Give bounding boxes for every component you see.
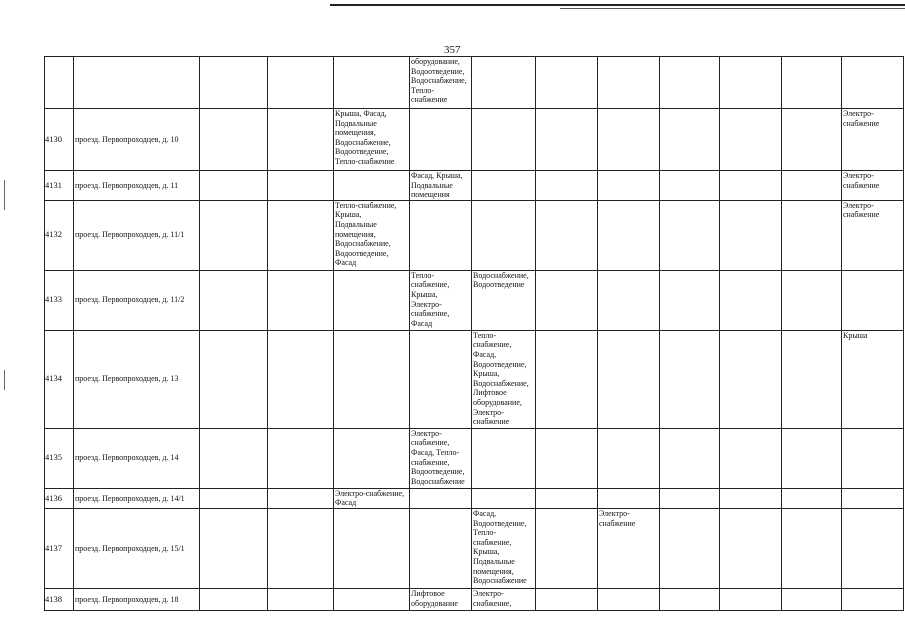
cell-empty bbox=[720, 109, 782, 171]
top-scan-line bbox=[330, 4, 905, 6]
cell-address: проезд. Первопроходцев, д. 15/1 bbox=[74, 508, 200, 588]
cell-empty bbox=[200, 488, 268, 508]
table-row bbox=[45, 109, 904, 171]
cell-empty bbox=[660, 588, 720, 610]
cell-empty bbox=[598, 270, 660, 330]
cell-empty bbox=[782, 330, 842, 428]
cell-empty bbox=[268, 588, 334, 610]
cell-work-list bbox=[472, 488, 536, 508]
cell-empty bbox=[536, 588, 598, 610]
cell-work-list bbox=[842, 588, 904, 610]
table-row bbox=[45, 428, 904, 488]
cell-empty bbox=[200, 171, 268, 201]
cell-row-number: 4133 bbox=[45, 270, 74, 330]
cell-empty bbox=[536, 109, 598, 171]
cell-work-list bbox=[410, 200, 472, 270]
cell-empty bbox=[598, 171, 660, 201]
cell-empty bbox=[536, 508, 598, 588]
top-scan-line-secondary bbox=[560, 8, 905, 9]
cell-empty bbox=[782, 588, 842, 610]
cell-empty bbox=[782, 488, 842, 508]
cell-address: проезд. Первопроходцев, д. 14 bbox=[74, 428, 200, 488]
cell-work-list bbox=[410, 488, 472, 508]
cell-row-number: 4131 bbox=[45, 171, 74, 201]
cell-work-list bbox=[842, 428, 904, 488]
cell-empty bbox=[782, 200, 842, 270]
cell-row-number: 4130 bbox=[45, 109, 74, 171]
cell-work-list: Электро-снабжение, Фасад bbox=[334, 488, 410, 508]
cell-work-list: Водоснабжение, Водоотведение bbox=[472, 270, 536, 330]
cell-empty bbox=[720, 588, 782, 610]
cell-empty bbox=[660, 330, 720, 428]
cell-address: проезд. Первопроходцев, д. 13 bbox=[74, 330, 200, 428]
cell-empty bbox=[782, 109, 842, 171]
cell-work-list: Крыша, Фасад, Подвальные помещения, Водоснабжение, Водоотведение, Тепло-снабжение bbox=[334, 109, 410, 171]
cell-empty bbox=[200, 588, 268, 610]
cell-work-list: Электро- снабжение, bbox=[472, 588, 536, 610]
cell-empty bbox=[200, 428, 268, 488]
cell-empty bbox=[268, 109, 334, 171]
cell-work-list: Фасад, Водоотведение, Тепло- снабжение, Крыша, Подвальные помещения, Водоснабжение bbox=[472, 508, 536, 588]
cell-row-number: 4132 bbox=[45, 200, 74, 270]
cell-work-list: Электро- снабжение bbox=[598, 508, 660, 588]
cell-empty bbox=[782, 508, 842, 588]
cell-row-number: 4135 bbox=[45, 428, 74, 488]
cell-empty bbox=[268, 428, 334, 488]
cell-empty bbox=[660, 428, 720, 488]
cell-empty bbox=[782, 270, 842, 330]
cell-work-list bbox=[334, 508, 410, 588]
table-row bbox=[45, 200, 904, 270]
table-row bbox=[45, 330, 904, 428]
cell-work-list: Крыша bbox=[842, 330, 904, 428]
cell-work-list bbox=[334, 270, 410, 330]
cell-empty bbox=[268, 488, 334, 508]
cell-empty bbox=[782, 171, 842, 201]
cell-empty bbox=[536, 488, 598, 508]
cell-work-list: оборудование, Водоотведение, Водоснабжение, Тепло- снабжение bbox=[410, 57, 472, 109]
cell-address: проезд. Первопроходцев, д. 11/1 bbox=[74, 200, 200, 270]
cell-empty bbox=[720, 171, 782, 201]
cell-empty bbox=[268, 330, 334, 428]
cell-work-list bbox=[334, 588, 410, 610]
cell-empty bbox=[268, 200, 334, 270]
cell-address: проезд. Первопроходцев, д. 14/1 bbox=[74, 488, 200, 508]
cell-empty bbox=[660, 488, 720, 508]
page-number: 357 bbox=[444, 44, 461, 56]
cell-empty bbox=[598, 200, 660, 270]
cell-empty bbox=[200, 109, 268, 171]
cell-empty bbox=[660, 171, 720, 201]
cell-work-list bbox=[842, 508, 904, 588]
cell-empty bbox=[720, 508, 782, 588]
cell-work-list: Электро- снабжение bbox=[842, 109, 904, 171]
cell-work-list: Фасад, Крыша, Подвальные помещения bbox=[410, 171, 472, 201]
table-row bbox=[45, 270, 904, 330]
table-row bbox=[45, 488, 904, 508]
cell-empty bbox=[268, 270, 334, 330]
cell-empty bbox=[598, 428, 660, 488]
cell-empty bbox=[536, 270, 598, 330]
cell-empty bbox=[536, 200, 598, 270]
cell-work-list: Лифтовое оборудование bbox=[410, 588, 472, 610]
cell-work-list bbox=[334, 428, 410, 488]
cell-address: проезд. Первопроходцев, д. 10 bbox=[74, 109, 200, 171]
cell-row-number: 4137 bbox=[45, 508, 74, 588]
cell-work-list bbox=[842, 488, 904, 508]
cell-empty bbox=[200, 200, 268, 270]
repair-schedule-table bbox=[44, 56, 904, 611]
cell-address: проезд. Первопроходцев, д. 11 bbox=[74, 171, 200, 201]
cell-empty bbox=[268, 171, 334, 201]
table-row bbox=[45, 508, 904, 588]
left-scan-mark bbox=[4, 180, 5, 210]
cell-empty bbox=[660, 508, 720, 588]
cell-empty bbox=[200, 508, 268, 588]
cell-empty bbox=[536, 171, 598, 201]
cell-empty bbox=[536, 330, 598, 428]
cell-empty bbox=[200, 270, 268, 330]
cell-work-list bbox=[410, 508, 472, 588]
cell-empty bbox=[598, 109, 660, 171]
cell-work-list bbox=[334, 171, 410, 201]
cell-work-list: Электро- снабжение bbox=[842, 200, 904, 270]
cell-work-list: Тепло- снабжение, Крыша, Электро- снабжение, Фасад bbox=[410, 270, 472, 330]
cell-empty bbox=[268, 508, 334, 588]
cell-row-number: 4136 bbox=[45, 488, 74, 508]
cell-empty bbox=[598, 330, 660, 428]
cell-work-list bbox=[472, 428, 536, 488]
cell-empty bbox=[720, 200, 782, 270]
cell-work-list: Электро- снабжение, Фасад, Тепло- снабжение, Водоотведение, Водоснабжение bbox=[410, 428, 472, 488]
cell-work-list bbox=[410, 109, 472, 171]
cell-empty bbox=[598, 488, 660, 508]
cell-empty bbox=[720, 270, 782, 330]
cell-work-list: Тепло- снабжение, Фасад, Водоотведение, Крыша, Водоснабжение, Лифтовое оборудование, Электро- снабжение bbox=[472, 330, 536, 428]
table-row bbox=[45, 588, 904, 610]
cell-empty bbox=[660, 200, 720, 270]
cell-empty bbox=[720, 428, 782, 488]
cell-address: проезд. Первопроходцев, д. 11/2 bbox=[74, 270, 200, 330]
table-row bbox=[45, 171, 904, 201]
cell-row-number: 4138 bbox=[45, 588, 74, 610]
cell-empty bbox=[720, 330, 782, 428]
table-row bbox=[45, 57, 904, 109]
cell-work-list bbox=[410, 330, 472, 428]
cell-work-list bbox=[842, 270, 904, 330]
cell-empty bbox=[536, 428, 598, 488]
cell-row-number: 4134 bbox=[45, 330, 74, 428]
cell-work-list bbox=[472, 200, 536, 270]
cell-empty bbox=[720, 488, 782, 508]
cell-work-list bbox=[334, 330, 410, 428]
cell-work-list bbox=[472, 171, 536, 201]
cell-empty bbox=[660, 270, 720, 330]
cell-empty bbox=[200, 330, 268, 428]
cell-work-list: Электро- снабжение bbox=[842, 171, 904, 201]
cell-address: проезд. Первопроходцев, д. 18 bbox=[74, 588, 200, 610]
cell-empty bbox=[598, 588, 660, 610]
cell-work-list bbox=[472, 109, 536, 171]
cell-work-list: Тепло-снабжение, Крыша, Подвальные помещения, Водоснабжение, Водоотведение, Фасад bbox=[334, 200, 410, 270]
cell-empty bbox=[782, 428, 842, 488]
cell-empty bbox=[660, 109, 720, 171]
left-scan-mark bbox=[4, 370, 5, 390]
